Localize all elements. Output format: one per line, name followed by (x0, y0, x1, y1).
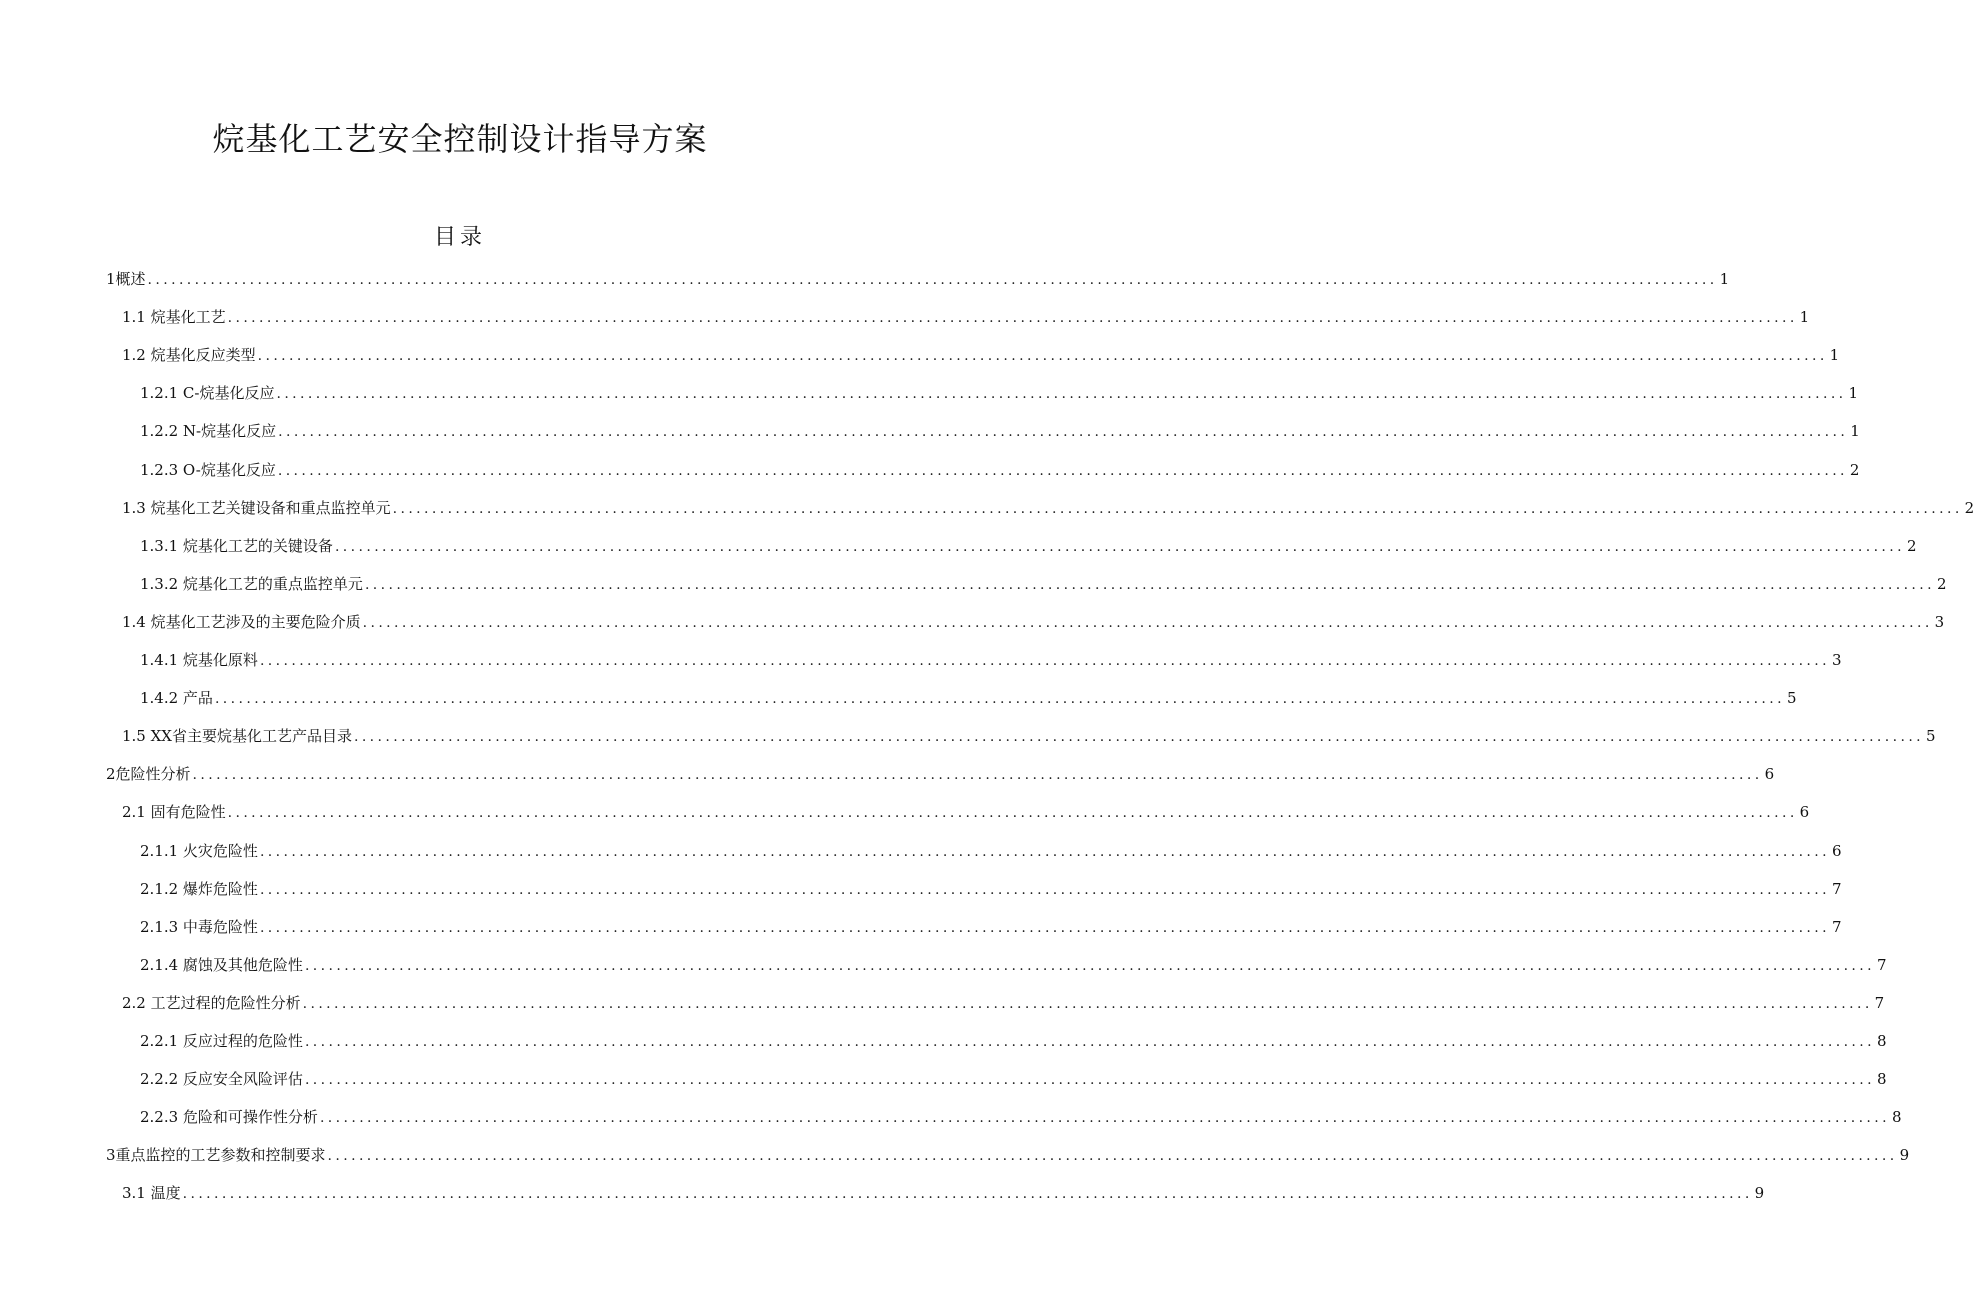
toc-dot-leader: ........................................................................................................................................................................................................ (214, 691, 1785, 708)
toc-entry-title: 2.1 固有危险性 (122, 803, 226, 822)
toc-entry-title: 3重点监控的工艺参数和控制要求 (106, 1146, 326, 1165)
toc-dot-leader: ........................................................................................................................................................................................................ (304, 957, 1875, 974)
toc-entry-page-number: 8 (1891, 1108, 1902, 1127)
toc-entry-title: 1.2.1 C-烷基化反应 (140, 384, 275, 403)
toc-dot-leader: ........................................................................................................................................................................................................ (182, 1186, 1753, 1203)
toc-entry-title: 1.4.1 烷基化原料 (140, 651, 258, 669)
toc-entry[interactable] (140, 565, 1947, 603)
toc-entry[interactable] (140, 870, 1842, 908)
toc-entry-title: 2.2.1 反应过程的危险性 (140, 1032, 303, 1050)
toc-entry-page-number: 6 (1831, 841, 1842, 860)
toc-dot-leader: ........................................................................................................................................................................................................ (392, 500, 1963, 517)
toc-entry-title: 2.1.2 爆炸危险性 (140, 879, 258, 898)
toc-entry-page-number: 3 (1934, 612, 1945, 631)
toc-entry-page-number: 1 (1848, 384, 1859, 403)
toc-entry-title: 2.2 工艺过程的危险性分析 (122, 993, 301, 1012)
toc-entry-page-number: 6 (1764, 765, 1775, 784)
toc-entry-title: 1.2.2 N-烷基化反应 (140, 422, 277, 441)
toc-dot-leader: ........................................................................................................................................................................................................ (364, 576, 1935, 593)
toc-entry-page-number: 7 (1876, 955, 1887, 974)
toc-entry-title: 1.1 烷基化工艺 (122, 308, 226, 327)
toc-entry[interactable] (140, 1060, 1887, 1098)
toc-entry[interactable] (140, 374, 1859, 412)
toc-entry-page-number: 1 (1719, 270, 1730, 288)
toc-entry[interactable] (140, 527, 1917, 565)
toc-entry[interactable] (122, 793, 1810, 831)
toc-entry[interactable] (140, 679, 1797, 717)
toc-entry-title: 1.3.2 烷基化工艺的重点监控单元 (140, 574, 363, 593)
toc-entry[interactable] (122, 298, 1810, 336)
toc-dot-leader: ........................................................................................................................................................................................................ (319, 1110, 1890, 1127)
toc-entry-page-number: 8 (1876, 1032, 1887, 1050)
document-title: 烷基化工艺安全控制设计指导方案 (212, 120, 708, 158)
toc-entry[interactable] (122, 1174, 1765, 1212)
toc-entry-page-number: 1 (1829, 346, 1840, 365)
toc-dot-leader: ........................................................................................................................................................................................................ (327, 1148, 1898, 1165)
toc-dot-leader: ........................................................................................................................................................................................................ (227, 805, 1798, 822)
toc-entry-title: 1.4.2 产品 (140, 689, 213, 708)
toc-dot-leader: ........................................................................................................................................................................................................ (259, 653, 1830, 669)
toc-entry[interactable] (140, 412, 1860, 450)
toc-entry-title: 2.1.4 腐蚀及其他危险性 (140, 955, 303, 974)
toc-dot-leader: ........................................................................................................................................................................................................ (259, 843, 1830, 860)
toc-dot-leader: ........................................................................................................................................................................................................ (304, 1072, 1875, 1089)
toc-dot-leader: ........................................................................................................................................................................................................ (192, 767, 1763, 784)
toc-entry[interactable] (122, 717, 1936, 755)
toc-dot-leader: ........................................................................................................................................................................................................ (259, 881, 1830, 898)
toc-entry-page-number: 2 (1936, 574, 1947, 593)
toc-entry[interactable] (140, 946, 1887, 984)
toc-dot-leader: ........................................................................................................................................................................................................ (259, 919, 1830, 936)
toc-entry-title: 1.4 烷基化工艺涉及的主要危险介质 (122, 612, 361, 631)
toc-entry-page-number: 3 (1831, 651, 1842, 669)
toc-entry-page-number: 7 (1874, 993, 1885, 1012)
toc-entry-title: 1.5 XX省主要烷基化工艺产品目录 (122, 727, 352, 746)
toc-dot-leader: ........................................................................................................................................................................................................ (302, 995, 1873, 1012)
toc-dot-leader: ........................................................................................................................................................................................................ (353, 729, 1925, 746)
toc-entry-page-number: 8 (1876, 1070, 1887, 1089)
toc-entry[interactable] (140, 908, 1842, 946)
toc-entry-page-number: 2 (1906, 536, 1917, 555)
toc-entry[interactable] (122, 984, 1885, 1022)
toc-entry[interactable] (140, 451, 1860, 489)
toc-entry-page-number: 1 (1850, 422, 1860, 441)
toc-entry-page-number: 9 (1754, 1184, 1765, 1203)
toc-entry-page-number: 6 (1799, 803, 1810, 822)
toc-entry-page-number: 7 (1831, 879, 1842, 898)
toc-entry-page-number: 9 (1899, 1146, 1910, 1165)
toc-entry[interactable] (122, 489, 1974, 527)
toc-entry[interactable] (106, 1136, 1910, 1174)
toc-entry-title: 2.1.3 中毒危险性 (140, 917, 258, 936)
toc-entry-title: 3.1 温度 (122, 1184, 181, 1203)
toc-entry[interactable] (106, 260, 1730, 298)
toc-entry-title: 1.3.1 烷基化工艺的关键设备 (140, 536, 333, 555)
toc-entry-title: 1.2.3 O-烷基化反应 (140, 460, 276, 479)
toc-entry-page-number: 2 (1849, 460, 1860, 479)
toc-entry-title: 1.3 烷基化工艺关键设备和重点监控单元 (122, 498, 391, 517)
toc-dot-leader: ........................................................................................................................................................................................................ (278, 424, 1849, 441)
toc-entry-page-number: 5 (1926, 727, 1936, 746)
toc-dot-leader: ........................................................................................................................................................................................................ (304, 1034, 1875, 1050)
toc-dot-leader: ........................................................................................................................................................................................................ (362, 614, 1933, 631)
toc-entry-page-number: 2 (1964, 498, 1974, 517)
toc-entry[interactable] (140, 832, 1842, 870)
toc-dot-leader: ........................................................................................................................................................................................................ (334, 538, 1905, 555)
toc-entry[interactable] (140, 641, 1842, 679)
toc-entry-title: 1.2 烷基化反应类型 (122, 346, 256, 365)
toc-heading: 目录 (433, 225, 486, 250)
toc-entry-title: 2.2.3 危险和可操作性分析 (140, 1108, 318, 1127)
toc-entry-title: 1概述 (106, 270, 146, 288)
toc-entry-page-number: 1 (1799, 308, 1810, 327)
toc-entry[interactable] (140, 1098, 1902, 1136)
toc-entry-title: 2危险性分析 (106, 765, 191, 784)
toc-dot-leader: ........................................................................................................................................................................................................ (147, 272, 1718, 288)
toc-entry-title: 2.1.1 火灾危险性 (140, 841, 258, 860)
toc-entry-page-number: 5 (1786, 689, 1797, 708)
toc-entry[interactable] (122, 603, 1945, 641)
toc-entry[interactable] (140, 1022, 1887, 1060)
toc-entry[interactable] (106, 755, 1775, 793)
toc-dot-leader: ........................................................................................................................................................................................................ (257, 348, 1828, 365)
toc-entry[interactable] (122, 336, 1840, 374)
toc-dot-leader: ........................................................................................................................................................................................................ (276, 386, 1847, 403)
toc-dot-leader: ........................................................................................................................................................................................................ (277, 462, 1848, 479)
toc-entry-page-number: 7 (1831, 917, 1842, 936)
toc-entry-title: 2.2.2 反应安全风险评估 (140, 1070, 303, 1089)
toc-dot-leader: ........................................................................................................................................................................................................ (227, 310, 1798, 327)
